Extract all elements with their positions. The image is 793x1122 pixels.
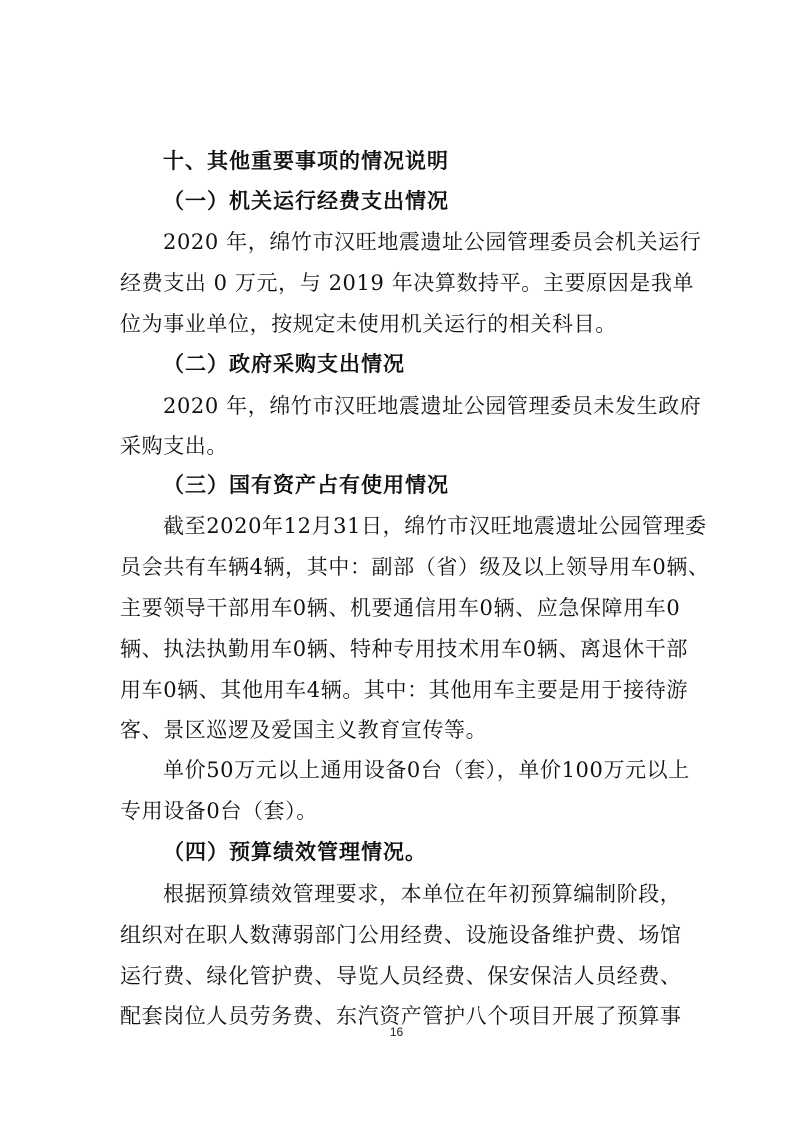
paragraph-line: 客、景区巡逻及爱国主义教育宣传等。 — [120, 718, 488, 742]
paragraph-line: 辆、执法执勤用车0辆、特种专用技术用车0辆、离退休干部 — [120, 637, 688, 661]
paragraph-line: 组织对在职人数薄弱部门公用经费、设施设备维护费、场馆 — [120, 923, 682, 947]
subsection-heading-2: （二）政府采购支出情况 — [163, 352, 405, 376]
paragraph-line: 根据预算绩效管理要求，本单位在年初预算编制阶段， — [163, 882, 682, 906]
paragraph-line: 员会共有车辆4辆，其中：副部（省）级及以上领导用车0辆、 — [120, 555, 710, 579]
paragraph-line: 专用设备0台（套）。 — [120, 799, 318, 823]
paragraph-line: 运行费、绿化管护费、导览人员经费、保安保洁人员经费、 — [120, 964, 682, 988]
paragraph-line: 2020 年，绵竹市汉旺地震遗址公园管理委员会机关运行 — [163, 230, 702, 254]
section-title: 十、其他重要事项的情况说明 — [163, 149, 449, 173]
subsection-heading-3: （三）国有资产占有使用情况 — [163, 473, 449, 497]
subsection-heading-4: （四）预算绩效管理情况。 — [163, 840, 427, 864]
paragraph-line: 配套岗位人员劳务费、东汽资产管护八个项目开展了预算事 — [120, 1004, 682, 1028]
paragraph-line: 用车0辆、其他用车4辆。其中：其他用车主要是用于接待游 — [120, 678, 688, 702]
page-number: 16 — [389, 1025, 404, 1039]
paragraph-line: 位为事业单位，按规定未使用机关运行的相关科目。 — [120, 312, 617, 336]
paragraph-line: 主要领导干部用车0辆、机要通信用车0辆、应急保障用车0 — [120, 596, 681, 620]
subsection-heading-1: （一）机关运行经费支出情况 — [163, 189, 449, 213]
paragraph-line: 2020 年，绵竹市汉旺地震遗址公园管理委员未发生政府 — [163, 394, 702, 418]
paragraph-line: 采购支出。 — [120, 434, 228, 458]
paragraph-line: 经费支出 0 万元，与 2019 年决算数持平。主要原因是我单 — [120, 271, 695, 295]
paragraph-line: 单价50万元以上通用设备0台（套），单价100万元以上 — [163, 758, 690, 782]
paragraph-line: 截至2020年12月31日，绵竹市汉旺地震遗址公园管理委 — [163, 514, 707, 538]
